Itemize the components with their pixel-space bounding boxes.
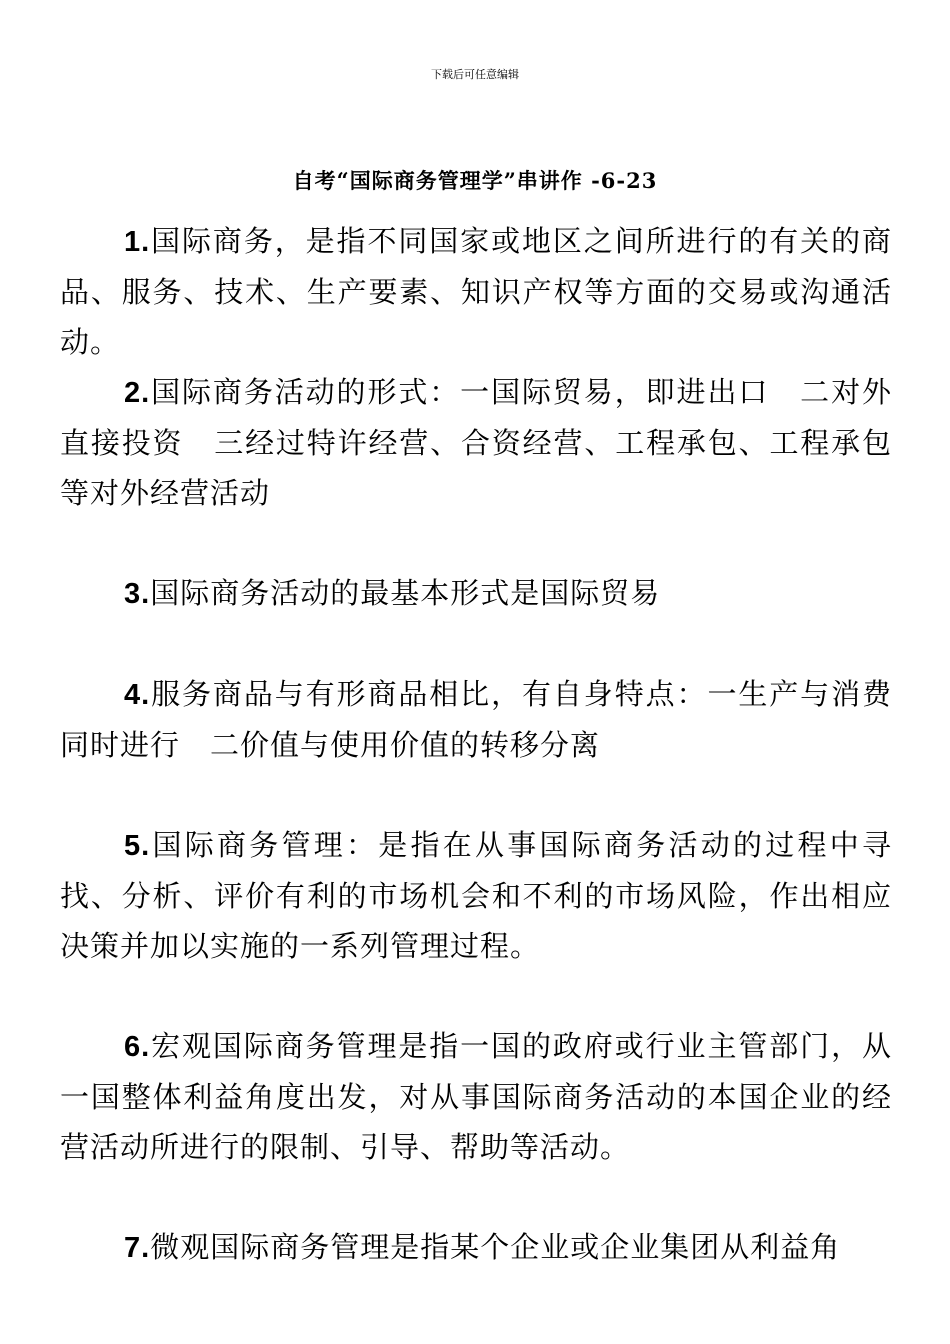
paragraph-3 — [60, 568, 892, 619]
paragraph-spacer — [60, 619, 892, 669]
paragraph-text: 国际商务，是指不同国家或地区之间所进行的有关的商品、服务、技术、生产要素、知识产权等方面的交易或沟通活动。 — [60, 224, 892, 359]
paragraph-2 — [60, 367, 892, 518]
paragraph-number: 4. — [124, 679, 151, 711]
paragraph-text: 宏观国际商务管理是指一国的政府或行业主管部门，从一国整体利益角度出发，对从事国际商务活动的本国企业的经营活动所进行的限制、引导、帮助等活动。 — [60, 1029, 892, 1164]
paragraph-number: 6. — [124, 1031, 151, 1063]
paragraph-spacer — [60, 770, 892, 820]
paragraph-spacer — [60, 1172, 892, 1222]
paragraph-7 — [60, 1222, 892, 1273]
paragraph-text: 国际商务活动的形式：一国际贸易，即进出口 二对外直接投资 三经过特许经营、合资经营、工程承包、工程承包等对外经营活动 — [60, 375, 892, 510]
paragraph-6 — [60, 1021, 892, 1172]
document-body — [60, 216, 892, 1273]
paragraph-number: 5. — [124, 830, 151, 862]
paragraph-number: 1. — [124, 226, 151, 258]
document-title: 自考“国际商务管理学”串讲作 -6-23 — [292, 168, 658, 193]
paragraph-4 — [60, 669, 892, 770]
paragraph-spacer — [60, 971, 892, 1021]
paragraph-text: 微观国际商务管理是指某个企业或企业集团从利益角 — [150, 1230, 841, 1264]
paragraph-number: 7. — [124, 1232, 151, 1264]
paragraph-text: 服务商品与有形商品相比，有自身特点：一生产与消费同时进行 二价值与使用价值的转移分离 — [60, 677, 892, 762]
paragraph-number: 2. — [124, 377, 151, 409]
header-note: 下载后可任意编辑 — [431, 68, 519, 81]
paragraph-5 — [60, 820, 892, 971]
paragraph-spacer — [60, 518, 892, 568]
paragraph-number: 3. — [124, 578, 151, 610]
paragraph-text: 国际商务活动的最基本形式是国际贸易 — [150, 576, 661, 610]
paragraph-text: 国际商务管理：是指在从事国际商务活动的过程中寻找、分析、评价有利的市场机会和不利的市场风险，作出相应决策并加以实施的一系列管理过程。 — [60, 828, 892, 963]
paragraph-1 — [60, 216, 892, 367]
